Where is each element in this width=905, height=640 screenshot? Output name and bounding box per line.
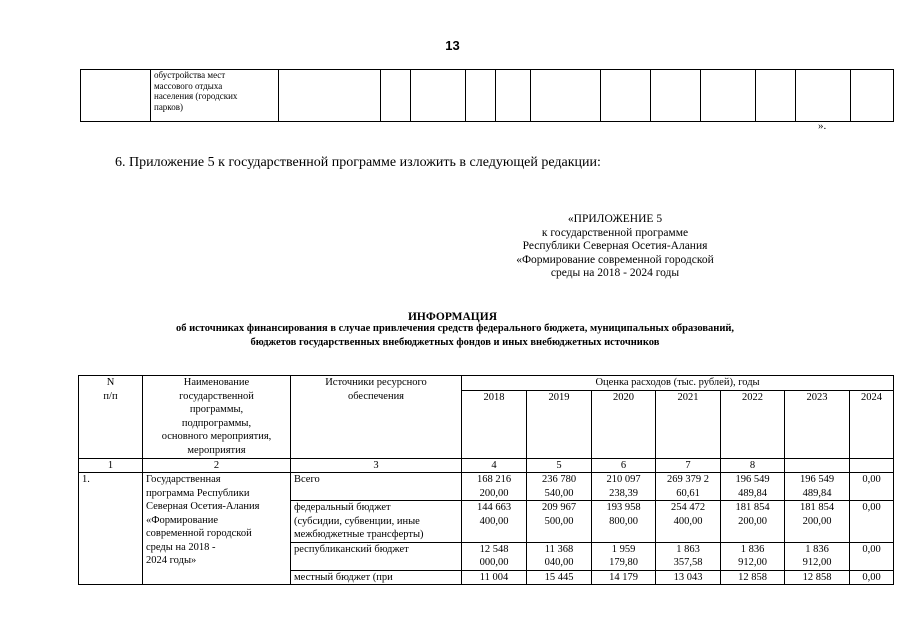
value-line: 912,00 xyxy=(738,557,767,568)
value-line: 60,61 xyxy=(676,487,700,499)
value-cell xyxy=(592,473,656,501)
value-line: 1 863 xyxy=(676,543,700,555)
value-cell xyxy=(462,570,527,585)
source-cell xyxy=(291,570,462,585)
value-line: 196 549 xyxy=(735,474,770,485)
empty-cell xyxy=(651,70,701,122)
value-line: 11 004 xyxy=(479,571,509,583)
value-cell xyxy=(656,501,721,543)
value-line: 210 097 xyxy=(606,474,641,485)
header-line: обеспечения xyxy=(347,390,405,402)
value-line: 0,00 xyxy=(862,474,881,485)
value-cell xyxy=(656,542,721,570)
page-number: 13 xyxy=(445,38,460,53)
header-number xyxy=(79,376,143,459)
row-number: 1. xyxy=(79,473,143,585)
index-cell: 6 xyxy=(592,458,656,473)
source-line: (субсидии, субвенции, иные xyxy=(294,515,420,527)
info-title: ИНФОРМАЦИЯ xyxy=(407,311,497,323)
empty-cell xyxy=(756,70,796,122)
value-cell xyxy=(785,473,850,501)
header-estimate: Оценка расходов (тыс. рублей), годы xyxy=(462,376,894,391)
value-line: 540,00 xyxy=(544,487,574,499)
value-cell xyxy=(656,473,721,501)
value-cell xyxy=(462,542,527,570)
value-line: 040,00 xyxy=(544,557,574,568)
empty-cell xyxy=(796,70,851,122)
header-line: подпрограммы, xyxy=(181,417,252,429)
value-line: 144 663 xyxy=(476,502,512,513)
source-cell xyxy=(291,473,462,501)
value-cell xyxy=(785,501,850,543)
header-line: Наименование xyxy=(183,377,250,388)
header-name xyxy=(143,376,291,459)
value-cell xyxy=(592,542,656,570)
value-line: 800,00 xyxy=(609,515,638,527)
value-line: 1 959 xyxy=(611,543,636,555)
source-line: Всего xyxy=(294,474,320,485)
value-cell xyxy=(592,570,656,585)
value-line: 0,00 xyxy=(862,543,881,555)
index-cell: 5 xyxy=(527,458,592,473)
source-cell xyxy=(291,542,462,570)
value-line: 181 854 xyxy=(799,502,835,513)
value-line: 200,00 xyxy=(479,487,509,499)
source-line: федеральный бюджет xyxy=(294,502,391,513)
instruction-paragraph: 6. Приложение 5 к государственной программе изложить в следующей редакции: xyxy=(115,155,601,170)
value-line: 12 858 xyxy=(738,571,767,583)
source-line: республиканский бюджет xyxy=(294,543,409,555)
value-line: 254 472 xyxy=(670,502,706,513)
program-line: Северная Осетия-Алания xyxy=(146,501,260,512)
appendix-line: к государственной программе xyxy=(541,226,689,239)
program-line: «Формирование xyxy=(146,514,219,526)
year-2023: 2023 xyxy=(785,390,850,458)
header-line: государственной xyxy=(179,390,254,402)
value-line: 489,84 xyxy=(802,487,832,499)
appendix-header xyxy=(480,213,750,281)
program-line: современной городской xyxy=(146,528,252,539)
cell-line: населения (городских xyxy=(154,91,238,101)
value-line: 400,00 xyxy=(479,515,509,527)
source-cell xyxy=(291,501,462,543)
program-line: Государственная xyxy=(146,474,221,485)
value-line: 000,00 xyxy=(479,557,509,568)
value-line: 0,00 xyxy=(862,502,881,513)
header-line: N xyxy=(106,377,115,388)
value-line: 357,58 xyxy=(673,557,703,568)
value-line: 196 549 xyxy=(799,474,835,485)
year-2022: 2022 xyxy=(721,390,785,458)
index-cell xyxy=(785,458,850,473)
funding-table xyxy=(78,375,894,585)
index-cell: 4 xyxy=(462,458,527,473)
value-cell xyxy=(785,570,850,585)
empty-cell xyxy=(496,70,531,122)
previous-table-fragment xyxy=(80,69,894,122)
appendix-line: «Формирование современной городской xyxy=(516,253,714,266)
year-2018: 2018 xyxy=(462,390,527,458)
value-line: 200,00 xyxy=(738,515,767,527)
appendix-line: Республики Северная Осетия-Алания xyxy=(522,240,708,252)
header-line: п/п xyxy=(103,390,118,402)
value-cell xyxy=(527,473,592,501)
value-cell xyxy=(721,501,785,543)
value-line: 238,39 xyxy=(609,487,638,499)
program-line: программа Республики xyxy=(146,487,250,499)
value-line: 1 836 xyxy=(740,543,765,555)
value-cell xyxy=(527,570,592,585)
value-line: 14 179 xyxy=(609,571,638,583)
value-cell xyxy=(527,542,592,570)
closing-quote: ». xyxy=(818,120,827,132)
value-cell xyxy=(527,501,592,543)
value-line: 236 780 xyxy=(541,474,577,485)
appendix-line: среды на 2018 - 2024 годы xyxy=(550,267,680,279)
year-2021: 2021 xyxy=(656,390,721,458)
empty-cell xyxy=(81,70,151,122)
value-line: 11 368 xyxy=(544,543,574,555)
value-line: 500,00 xyxy=(544,515,574,527)
year-2020: 2020 xyxy=(592,390,656,458)
subtitle-line: об источниках финансирования в случае привлечения средств федерального бюджета, муниципальных образований, xyxy=(175,323,735,334)
index-cell: 1 xyxy=(79,458,143,473)
value-cell xyxy=(721,473,785,501)
value-line: 200,00 xyxy=(802,515,832,527)
subtitle-line: бюджетов государственных внебюджетных фондов и иных внебюджетных источников xyxy=(250,337,660,348)
empty-cell xyxy=(279,70,381,122)
source-line: местный бюджет (при xyxy=(294,571,393,583)
value-line: 0,00 xyxy=(862,571,881,583)
measure-name-cell xyxy=(151,70,279,122)
value-cell xyxy=(785,542,850,570)
value-line: 13 043 xyxy=(673,571,703,583)
value-cell xyxy=(721,570,785,585)
value-line: 912,00 xyxy=(802,557,832,568)
value-line: 400,00 xyxy=(673,515,703,527)
value-line: 12 858 xyxy=(802,571,832,583)
value-cell xyxy=(850,501,894,543)
year-2019: 2019 xyxy=(527,390,592,458)
index-cell: 3 xyxy=(291,458,462,473)
empty-cell xyxy=(851,70,894,122)
value-line: 179,80 xyxy=(609,557,638,568)
empty-cell xyxy=(466,70,496,122)
table-row xyxy=(79,473,894,501)
empty-cell xyxy=(601,70,651,122)
value-cell xyxy=(850,542,894,570)
value-line: 1 836 xyxy=(805,543,829,555)
header-line: мероприятия xyxy=(187,444,246,456)
value-cell xyxy=(462,473,527,501)
value-cell xyxy=(850,473,894,501)
cell-line: парков) xyxy=(154,101,183,112)
value-line: 168 216 xyxy=(476,474,512,485)
value-line: 12 548 xyxy=(479,543,509,555)
value-cell xyxy=(721,542,785,570)
index-cell: 7 xyxy=(656,458,721,473)
header-line: основного мероприятия, xyxy=(161,431,272,442)
info-subtitle xyxy=(60,322,850,350)
value-line: 269 379 2 xyxy=(667,474,709,485)
header-sources xyxy=(291,376,462,459)
empty-cell xyxy=(381,70,411,122)
program-name xyxy=(143,473,291,585)
value-line: 193 958 xyxy=(606,502,641,513)
source-line: межбюджетные трансферты) xyxy=(294,529,424,540)
program-line: 2024 годы» xyxy=(146,555,197,566)
empty-cell xyxy=(531,70,601,122)
index-cell xyxy=(850,458,894,473)
value-line: 181 854 xyxy=(735,502,770,513)
header-line: Источники ресурсного xyxy=(325,377,427,388)
index-cell: 8 xyxy=(721,458,785,473)
value-cell xyxy=(592,501,656,543)
empty-cell xyxy=(411,70,466,122)
value-cell xyxy=(462,501,527,543)
appendix-line: «ПРИЛОЖЕНИЕ 5 xyxy=(567,213,663,225)
value-line: 489,84 xyxy=(738,487,767,499)
index-cell: 2 xyxy=(143,458,291,473)
header-line: программы, xyxy=(189,404,244,415)
value-cell xyxy=(850,570,894,585)
value-cell xyxy=(656,570,721,585)
cell-line: массового отдыха xyxy=(154,80,223,91)
year-2024: 2024 xyxy=(850,390,894,458)
value-line: 209 967 xyxy=(541,502,577,513)
empty-cell xyxy=(701,70,756,122)
program-line: среды на 2018 - xyxy=(146,541,216,553)
cell-line: обустройства мест xyxy=(154,70,226,80)
value-line: 15 445 xyxy=(544,571,574,583)
